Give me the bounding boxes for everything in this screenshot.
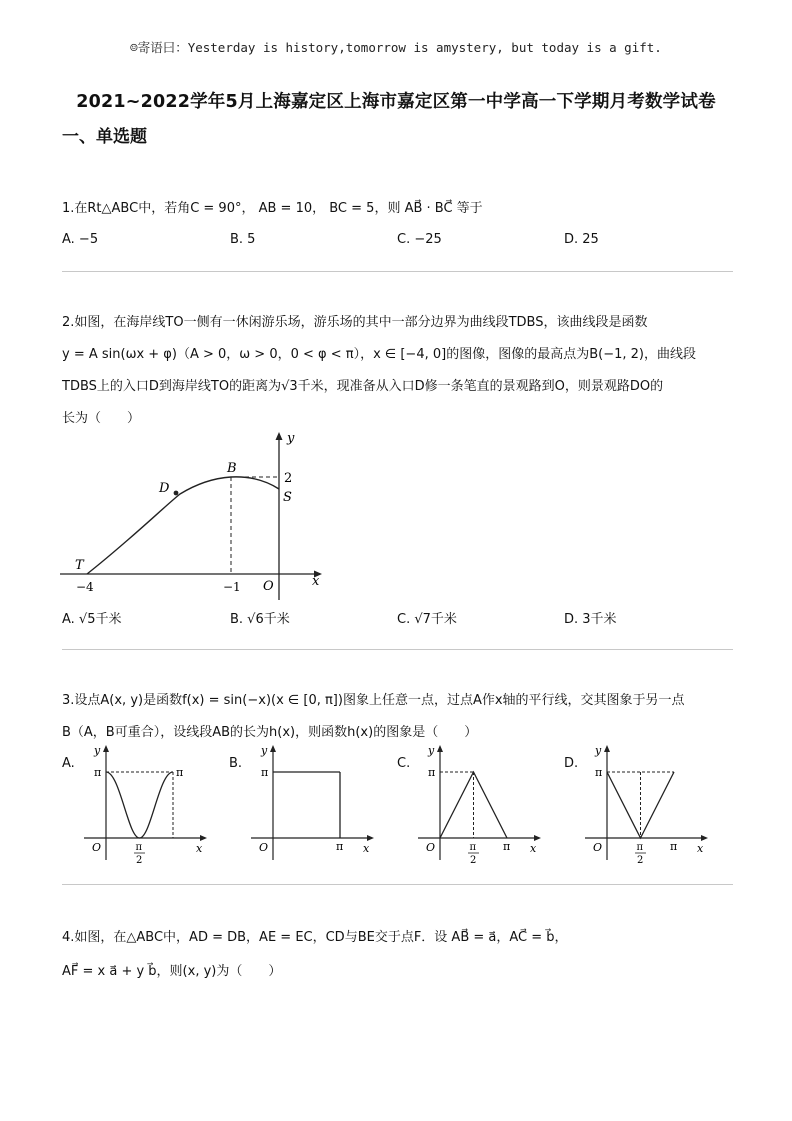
curve-tdbs (87, 477, 279, 574)
question-1-options (62, 232, 752, 252)
point-t-label: T (75, 558, 84, 573)
divider (62, 884, 733, 885)
option-a[interactable]: A. √5千米 (62, 612, 122, 627)
option-d[interactable]: D. 3千米 (564, 612, 617, 627)
question-3-line-1: 3.设点A(x, y)是函数f(x) = sin(−x)(x ∈ [0, π])图象上任意一点，过点A作x轴的平行线，交其图象于另一点 (62, 693, 685, 708)
option-c-label[interactable]: C. (397, 756, 411, 771)
section-heading: 一、单选题 (62, 127, 147, 147)
svg-text:π: π (336, 840, 344, 853)
point-d (174, 491, 179, 496)
question-2-line-2: y = A sin(ωx + φ)（A > 0，ω > 0，0 < φ < π），x ∈ [−4, 0]的图像，图像的最高点为B(−1, 2)，曲线段 (62, 347, 696, 362)
svg-text:π: π (670, 840, 678, 853)
point-d-label: D (159, 481, 170, 496)
question-3-line-2: B（A，B可重合），设线段AB的长为h(x)，则函数h(x)的图象是（ ） (62, 725, 478, 740)
svg-text:π: π (636, 842, 644, 853)
question-4-line-2: AF⃗ = x a⃗ + y b⃗，则(x, y)为（ ） (62, 964, 282, 979)
svg-text:π: π (261, 766, 269, 779)
svg-text:y: y (428, 744, 435, 757)
svg-text:2: 2 (470, 855, 477, 866)
y-value-label: 2 (284, 471, 293, 486)
svg-text:O: O (92, 841, 102, 854)
svg-text:π: π (595, 766, 603, 779)
svg-text:O: O (426, 841, 436, 854)
option-b-label[interactable]: B. (229, 756, 243, 771)
svg-text:x: x (697, 842, 704, 855)
option-b[interactable]: B. 5 (230, 232, 256, 247)
question-2-line-4: 长为（ ） (62, 411, 141, 426)
option-a-graph[interactable] (80, 742, 210, 872)
svg-text:x: x (363, 842, 370, 855)
question-4-line-1: 4.如图，在△ABC中，AD = DB，AE = EC，CD与BE交于点F．设 AB⃗ = a⃗，AC⃗ = b⃗， (62, 930, 568, 945)
question-1-text: 1.在Rt△ABC中，若角C = 90°， AB = 10， BC = 5，则 AB⃗ · BC⃗ 等于 (62, 201, 483, 216)
option-c[interactable]: C. √7千米 (397, 612, 457, 627)
point-b-label: B (227, 461, 237, 476)
option-c-graph[interactable] (414, 742, 544, 872)
svg-text:π: π (469, 842, 477, 853)
question-2-figure (60, 428, 340, 606)
svg-text:2: 2 (136, 855, 143, 866)
option-d-label[interactable]: D. (564, 756, 579, 771)
svg-text:y: y (261, 744, 268, 757)
option-c[interactable]: C. −25 (397, 232, 442, 247)
svg-text:π: π (428, 766, 436, 779)
origin-label: O (263, 579, 274, 594)
svg-text:y: y (595, 744, 602, 757)
question-2-line-1: 2.如图，在海岸线TO一侧有一休闲游乐场，游乐场的其中一部分边界为曲线段TDBS，该曲线段是函数 (62, 315, 648, 330)
motto: ☺寄语曰：Yesterday is history,tomorrow is amystery, but today is a gift. (130, 40, 662, 55)
y-axis-arrow (276, 432, 283, 440)
svg-text:π: π (176, 766, 184, 779)
page-title: 2021~2022学年5月上海嘉定区上海市嘉定区第一中学高一下学期月考数学试卷 (76, 92, 716, 112)
point-s-label: S (283, 490, 292, 505)
option-d[interactable]: D. 25 (564, 232, 599, 247)
x-left-label: −4 (76, 580, 94, 594)
svg-text:π: π (135, 842, 143, 853)
svg-text:x: x (196, 842, 203, 855)
divider (62, 271, 733, 272)
svg-text:π: π (503, 840, 511, 853)
question-2-options (62, 608, 752, 628)
x-axis-label: x (312, 574, 320, 589)
x-peak-label: −1 (223, 580, 241, 594)
divider (62, 649, 733, 650)
option-b[interactable]: B. √6千米 (230, 612, 290, 627)
y-axis-label: y (287, 431, 295, 446)
option-a[interactable]: A. −5 (62, 232, 99, 247)
option-d-graph[interactable] (581, 742, 711, 872)
svg-text:x: x (530, 842, 537, 855)
svg-text:2: 2 (637, 855, 644, 866)
question-2-line-3: TDBS上的入口D到海岸线TO的距离为√3千米，现准备从入口D修一条笔直的景观路到O，则景观路DO的 (62, 379, 664, 394)
svg-text:O: O (593, 841, 603, 854)
svg-text:π: π (94, 766, 102, 779)
svg-text:y: y (94, 744, 101, 757)
option-b-graph[interactable] (247, 742, 377, 872)
svg-text:O: O (259, 841, 269, 854)
option-a-label[interactable]: A. (62, 756, 75, 771)
